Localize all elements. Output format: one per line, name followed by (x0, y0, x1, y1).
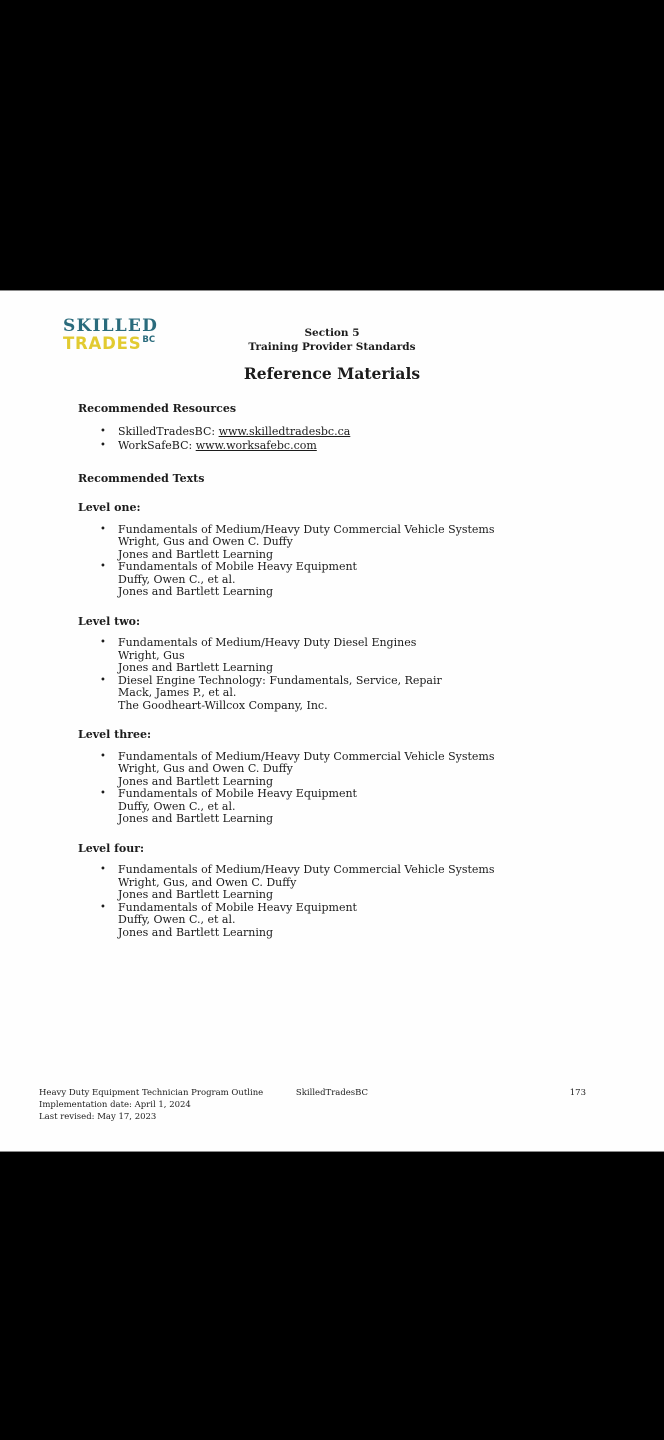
book-entry (118, 561, 357, 599)
book-author: Duffy, Owen C., et al. (118, 799, 236, 813)
book-entry (118, 675, 442, 713)
book-publisher: Jones and Bartlett Learning (118, 661, 273, 675)
bullet-icon: • (100, 864, 106, 876)
list-item (78, 788, 626, 826)
footer-center-text: SkilledTradesBC (295, 1088, 369, 1098)
resources-list (78, 425, 626, 453)
resource-text (118, 439, 317, 453)
bullet-icon: • (100, 637, 106, 649)
level-heading: Level two: (78, 614, 141, 628)
level-three-section (78, 729, 626, 826)
book-title: Fundamentals of Mobile Heavy Equipment (118, 787, 357, 801)
book-title: Fundamentals of Medium/Heavy Duty Commercial Vehicle Systems (118, 863, 495, 877)
header-section-line: Section 5 (304, 327, 360, 339)
bullet-icon: • (100, 788, 106, 800)
resource-link-worksafebc[interactable]: www.worksafebc.com (195, 438, 317, 452)
list-item (78, 524, 626, 562)
book-author: Wright, Gus and Owen C. Duffy (118, 762, 293, 776)
resource-link-skilledtradesbc[interactable]: www.skilledtradesbc.ca (218, 424, 351, 438)
page-content (78, 403, 626, 939)
logo-skilled-text: SKILLED (63, 316, 159, 336)
resources-heading: Recommended Resources (78, 402, 237, 415)
footer-last-revised: Last revised: May 17, 2023 (39, 1112, 157, 1122)
list-item (78, 425, 626, 439)
footer-program-outline: Heavy Duty Equipment Technician Program Outline (39, 1088, 264, 1098)
book-author: Mack, James P., et al. (118, 686, 237, 700)
book-title: Fundamentals of Medium/Heavy Duty Commercial Vehicle Systems (118, 749, 495, 763)
bullet-icon: • (100, 425, 106, 437)
book-entry (118, 902, 357, 940)
bullet-icon: • (100, 439, 106, 451)
book-title: Fundamentals of Medium/Heavy Duty Diesel Engines (118, 636, 417, 650)
book-list (78, 524, 626, 599)
bullet-icon: • (100, 523, 106, 535)
book-publisher: Jones and Bartlett Learning (118, 585, 273, 599)
book-publisher: The Goodheart-Willcox Company, Inc. (118, 698, 328, 712)
letterbox-top (0, 0, 664, 290)
book-list (78, 637, 626, 712)
level-heading: Level four: (78, 841, 145, 855)
list-item (78, 751, 626, 789)
list-item (78, 561, 626, 599)
document-page (0, 290, 664, 1152)
list-item (78, 675, 626, 713)
bullet-icon: • (100, 901, 106, 913)
book-author: Wright, Gus and Owen C. Duffy (118, 535, 293, 549)
level-four-section (78, 843, 626, 940)
bullet-icon: • (100, 674, 106, 686)
book-author: Wright, Gus (118, 648, 185, 662)
book-title: Diesel Engine Technology: Fundamentals, Service, Repair (118, 673, 442, 687)
footer-implementation-date: Implementation date: April 1, 2024 (39, 1100, 191, 1110)
book-publisher: Jones and Bartlett Learning (118, 774, 273, 788)
book-author: Duffy, Owen C., et al. (118, 572, 236, 586)
document-header (0, 327, 664, 354)
book-title: Fundamentals of Medium/Heavy Duty Commercial Vehicle Systems (118, 522, 495, 536)
list-item (78, 439, 626, 453)
list-item (78, 902, 626, 940)
logo-bc-superscript: BC (142, 335, 156, 345)
book-author: Duffy, Owen C., et al. (118, 913, 236, 927)
page-footer (0, 1087, 664, 1123)
texts-heading: Recommended Texts (78, 471, 205, 485)
bullet-icon: • (100, 561, 106, 573)
book-author: Wright, Gus, and Owen C. Duffy (118, 875, 297, 889)
page-number: 173 (569, 1088, 586, 1098)
book-title: Fundamentals of Mobile Heavy Equipment (118, 900, 357, 914)
book-publisher: Jones and Bartlett Learning (118, 888, 273, 902)
header-standards-line: Training Provider Standards (248, 340, 416, 353)
list-item (78, 864, 626, 902)
resource-text (118, 425, 350, 439)
book-entry (118, 751, 494, 789)
book-list (78, 864, 626, 939)
resource-label: SkilledTradesBC: (118, 424, 219, 438)
page-title: Reference Materials (243, 364, 421, 383)
level-heading: Level three: (78, 728, 152, 742)
list-item (78, 637, 626, 675)
bullet-icon: • (100, 750, 106, 762)
logo-trades-text: TRADES (63, 334, 142, 353)
letterbox-bottom (0, 1152, 664, 1440)
book-publisher: Jones and Bartlett Learning (118, 812, 273, 826)
book-entry (118, 524, 494, 562)
resource-label: WorkSafeBC: (118, 438, 196, 452)
book-list (78, 751, 626, 826)
book-publisher: Jones and Bartlett Learning (118, 547, 273, 561)
book-title: Fundamentals of Mobile Heavy Equipment (118, 560, 357, 574)
book-entry (118, 637, 416, 675)
level-one-section (78, 502, 626, 599)
level-heading: Level one: (78, 501, 141, 515)
level-two-section (78, 616, 626, 713)
book-entry (118, 864, 494, 902)
book-publisher: Jones and Bartlett Learning (118, 925, 273, 939)
book-entry (118, 788, 357, 826)
